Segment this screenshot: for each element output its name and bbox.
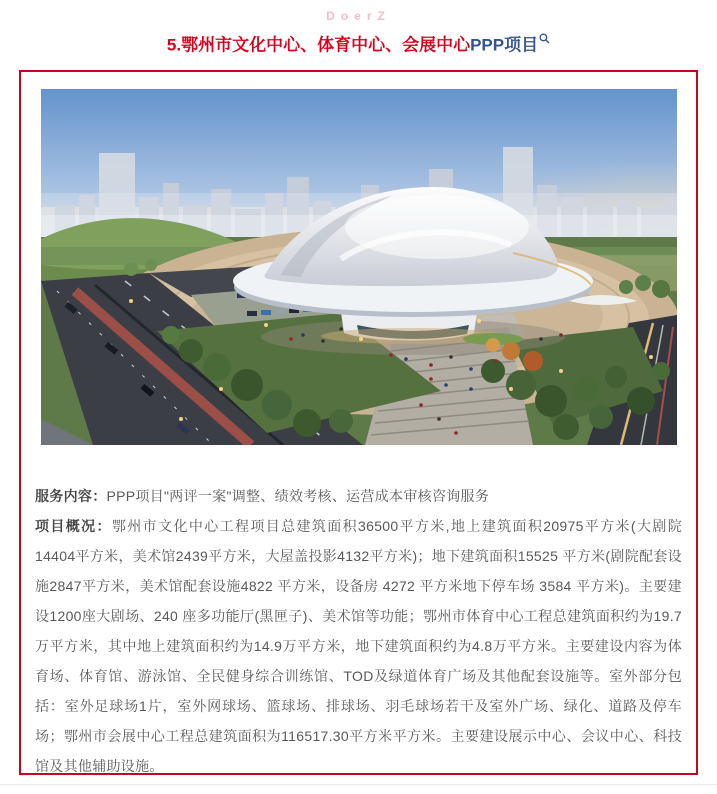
- page-title: [0, 33, 717, 57]
- article-body: [35, 481, 682, 781]
- overview-paragraph: [35, 511, 682, 781]
- content-card: [19, 70, 698, 775]
- service-label: 服务内容：: [35, 488, 107, 504]
- service-paragraph: [35, 481, 682, 511]
- rendering-scene: [41, 89, 677, 445]
- project-rendering-image: [41, 89, 677, 445]
- overview-label: 项目概况：: [35, 518, 112, 534]
- overview-text: 鄂州市文化中心工程项目总建筑面积36500平方米,地上建筑面积20975平方米(大剧院 14404平方米，美术馆2439平方米，大屋盖投影4132平方米)；地下建筑面积15525 平方米(剧院配套设施2847平方米，美术馆配套设施4822 平方米，设备房 4272 平方米地下停车场 3584 平方米)。主要建设1200座大剧场、240 座多功能厅(黑匣子)、美术馆等功能；鄂州市体育中心工程总建筑面积约为19.7万平方米，其中地上建筑面积约为14.9万平方米，地下建筑面积约为4.8万平方米。主要建设内容为体育场、体育馆、游泳馆、全民健身综合训练馆、TOD及绿道体育广场及其他配套设施等。室外部分包括：室外足球场1片，室外网球场、篮球场、排球场、羽毛球场若干及室外广场、绿化、道路及停车场；鄂州市会展中心工程总建筑面积为116517.30平方米平方米。主要建设展示中心、会议中心、科技馆及其他辅助设施。: [35, 518, 683, 774]
- brand-watermark: DoerZ: [326, 9, 391, 23]
- title-red-text: 5.鄂州市文化中心、体育中心、会展中心: [166, 35, 471, 55]
- search-icon[interactable]: [539, 33, 550, 44]
- service-text: PPP项目"两评一案"调整、绩效考核、运营成本审核咨询服务: [106, 488, 490, 504]
- title-blue-text: PPP项目: [470, 35, 539, 55]
- bottom-divider: [0, 784, 717, 785]
